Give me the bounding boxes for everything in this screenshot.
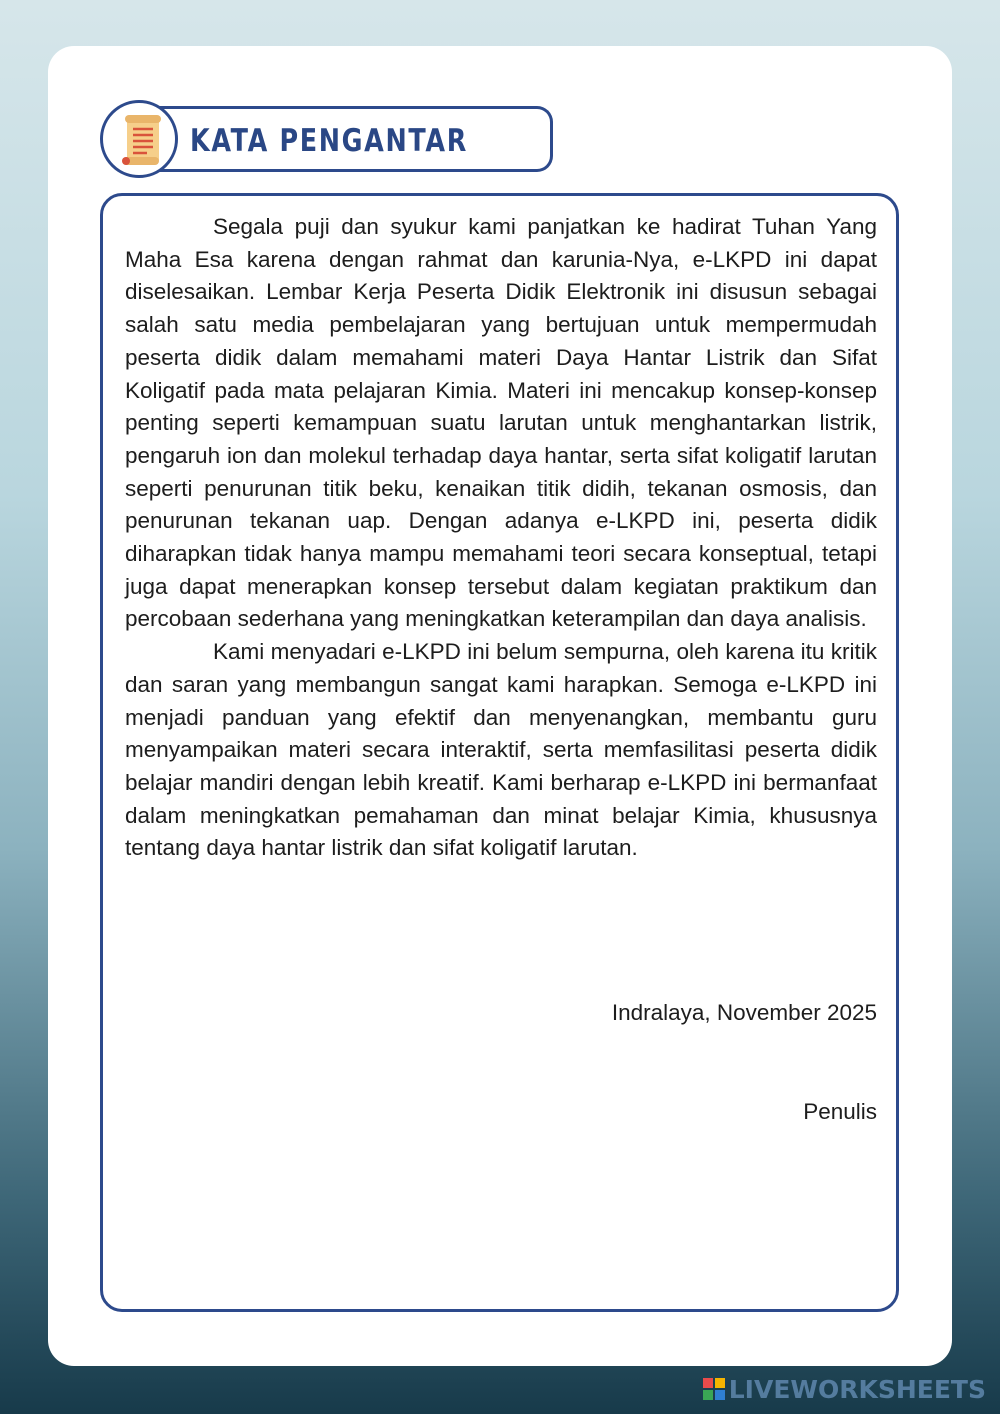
watermark-text: LIVEWORKSHEETS — [728, 1374, 986, 1404]
foreword-body — [125, 211, 877, 865]
watermark — [703, 1374, 986, 1404]
scroll-icon — [117, 113, 167, 169]
author-signature: Penulis — [803, 1099, 877, 1124]
liveworksheets-logo-icon — [703, 1378, 725, 1400]
paragraph-1: Segala puji dan syukur kami panjatkan ke hadirat Tuhan Yang Maha Esa karena dengan rahmat dan karunia-Nya, e-LKPD ini dapat diselesaikan. Lembar Kerja Peserta Didik Elektronik ini disusun sebagai salah satu media pembelajaran yang bertujuan untuk mempermudah peserta didik dalam memahami materi Daya Hantar Listrik dan Sifat Koligatif pada mata pelajaran Kimia. Materi ini mencakup konsep-konsep penting seperti kemampuan suatu larutan untuk menghantarkan listrik, pengaruh ion dan molekul terhadap daya hantar, serta sifat koligatif larutan seperti penurunan titik beku, kenaikan titik didih, tekanan osmosis, dan penurunan tekanan uap. Dengan adanya e-LKPD ini, peserta didik diharapkan tidak hanya mampu memahami teori secara konseptual, tetapi juga dapat menerapkan konsep tersebut dalam kegiatan praktikum dan percobaan sederhana yang meningkatkan keterampilan dan daya analisis. — [125, 214, 877, 632]
page-title: KATA PENGANTAR — [190, 123, 468, 159]
place-date: Indralaya, November 2025 — [611, 1000, 877, 1025]
paragraph-2: Kami menyadari e-LKPD ini belum sempurna, oleh karena itu kritik dan saran yang membangun sangat kami harapkan. Semoga e-LKPD ini menjadi panduan yang efektif dan menyenangkan, membantu guru menyampaikan materi secara interaktif, serta memfasilitasi peserta didik belajar mandiri dengan lebih kreatif. Kami berharap e-LKPD ini bermanfaat dalam meningkatkan pemahaman dan minat belajar Kimia, khususnya tentang daya hantar listrik dan sifat koligatif larutan. — [125, 639, 877, 861]
title-icon-badge — [100, 100, 178, 178]
